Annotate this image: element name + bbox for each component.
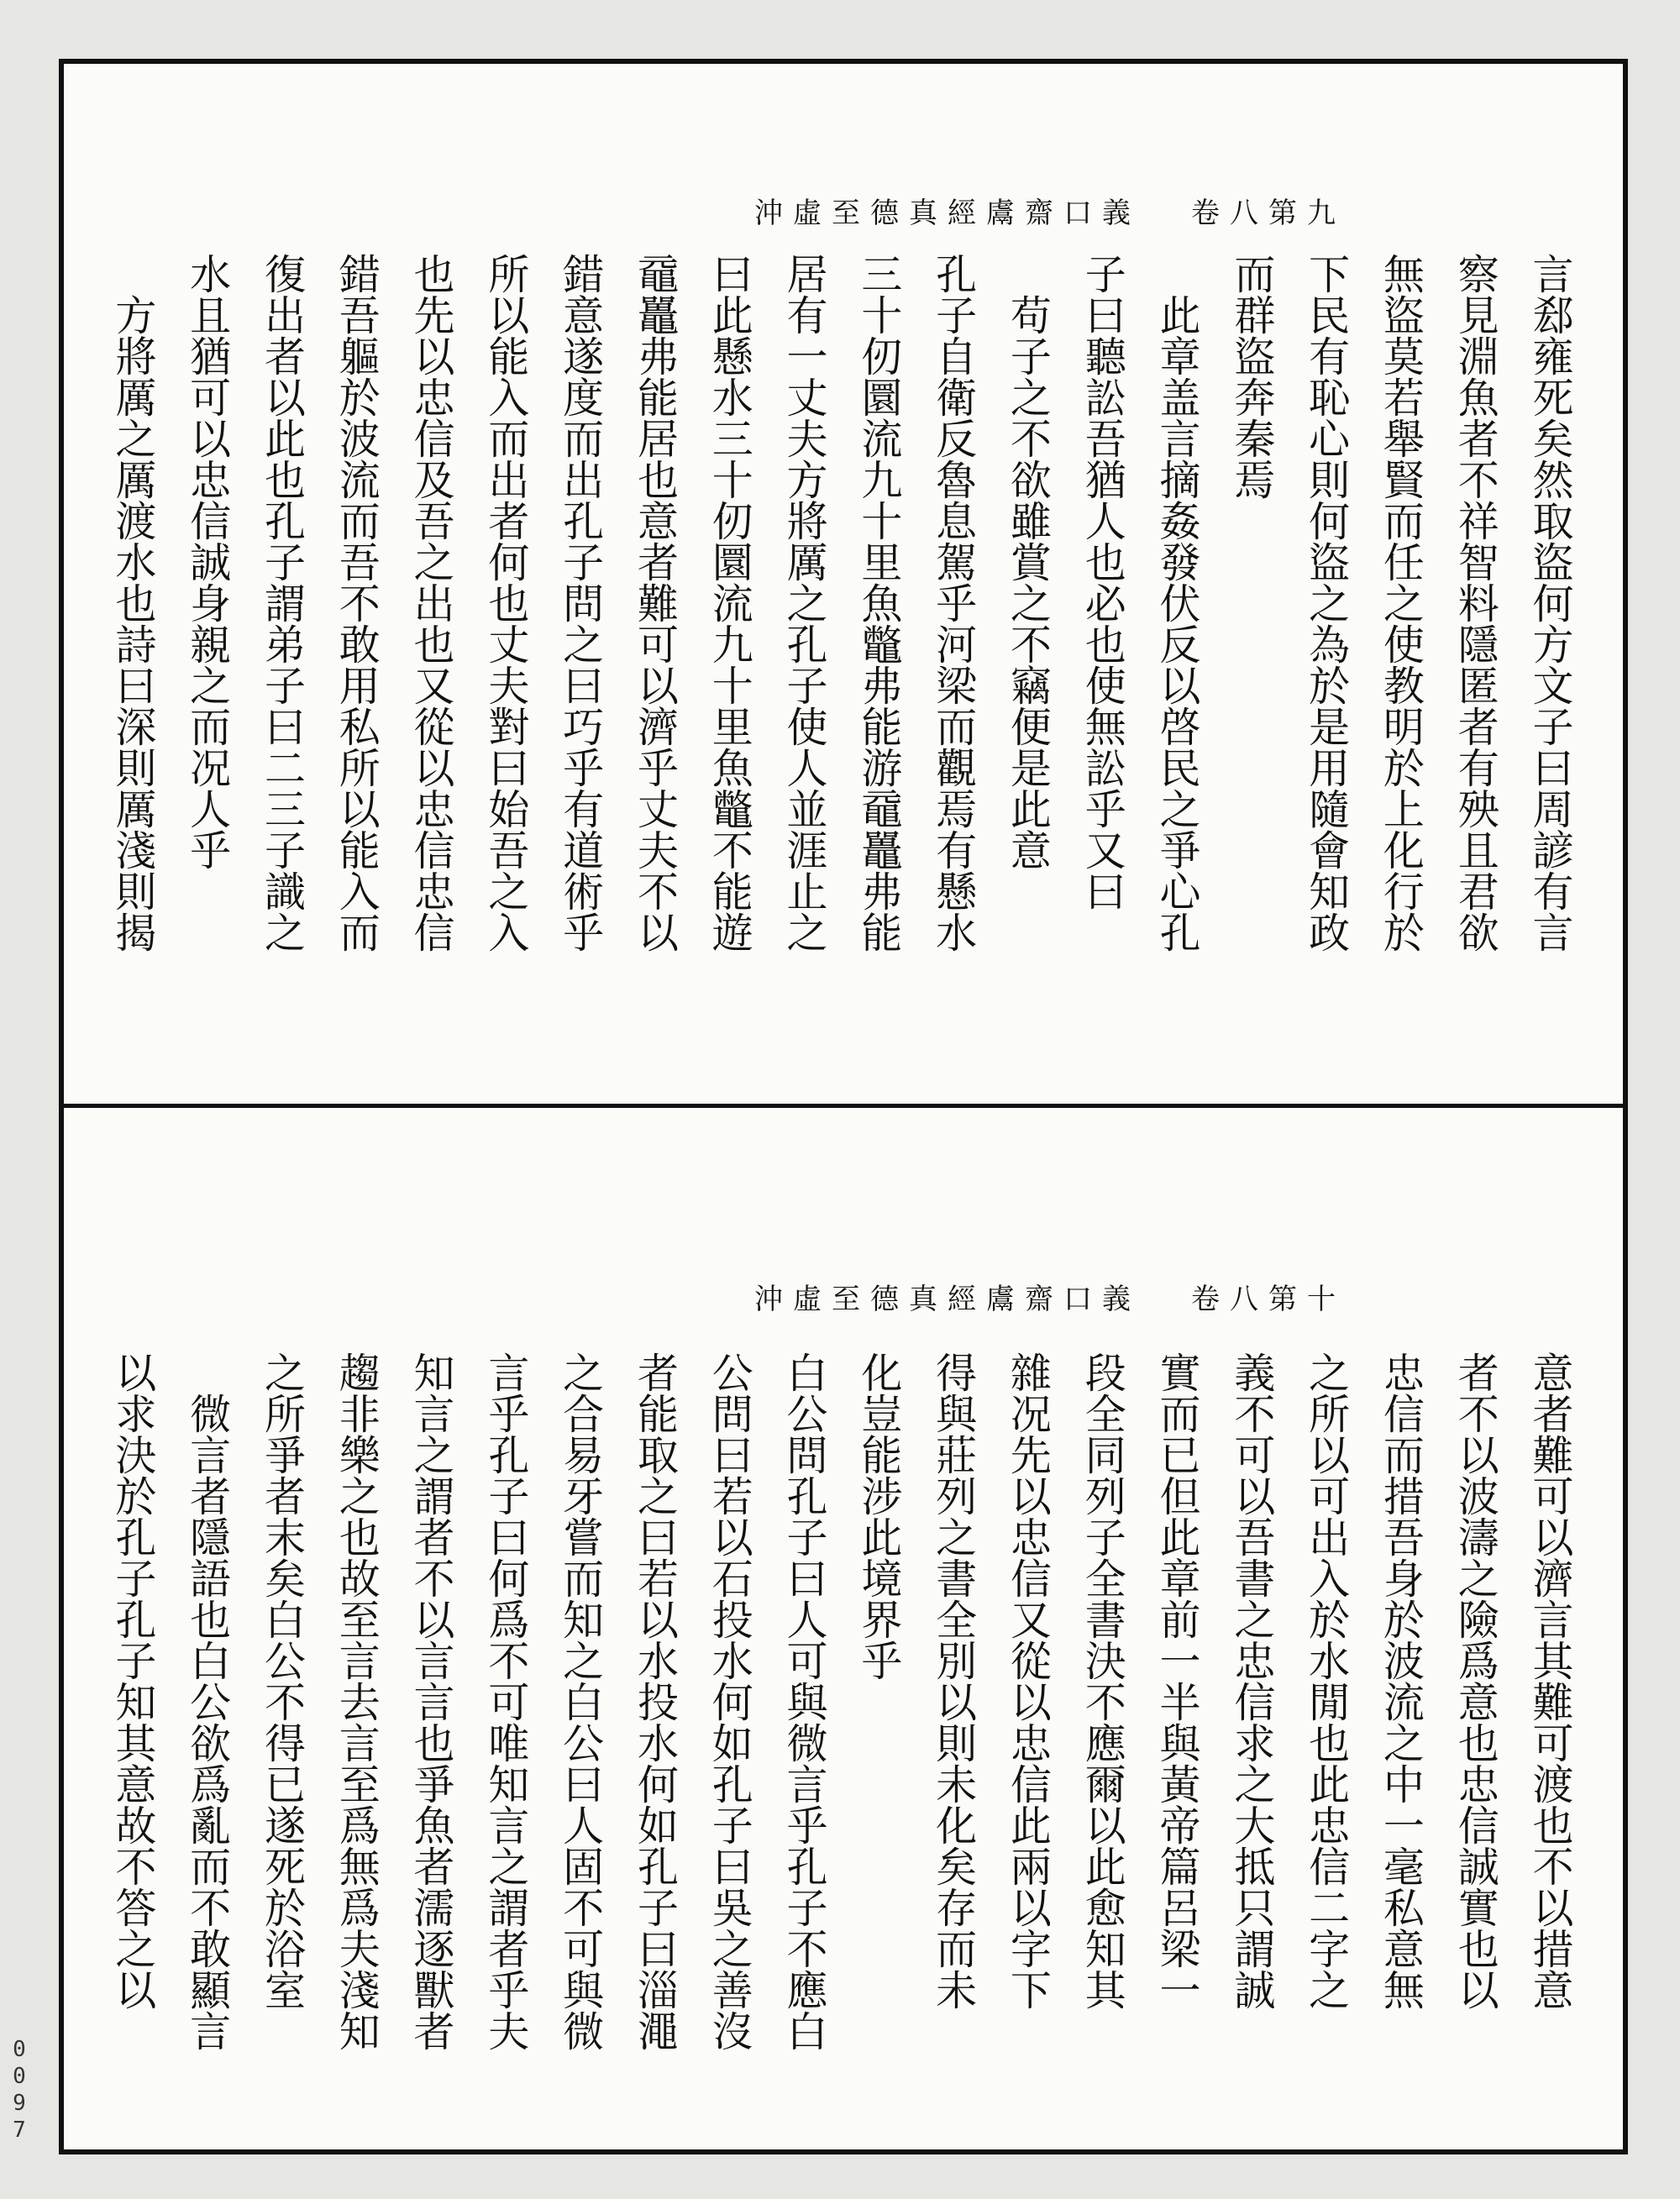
text-column: 微言者隱語也白公欲爲亂而不敢顯言 [183, 1393, 232, 2051]
text-column: 錯吾軀於波流而吾不敢用私所以能入而 [333, 253, 381, 953]
text-column: 苟子之不欲雖賞之不竊便是此意 [1004, 294, 1053, 870]
text-column: 段全同列子全書決不應爾以此愈知其 [1079, 1351, 1127, 2010]
page-sheet [59, 59, 1628, 2154]
text-column: 言郄雍死矣然取盜何方文子曰周諺有言 [1526, 253, 1574, 953]
text-column: 之合易牙嘗而知之白公曰人固不可與微 [556, 1351, 605, 2051]
text-column: 此章盖言摘姦發伏反以啓民之爭心孔 [1153, 294, 1202, 953]
text-column: 得與莊列之書全別以則未化矣存而未 [929, 1351, 978, 2010]
text-column: 公問曰若以石投水何如孔子曰吳之善沒 [706, 1351, 754, 2051]
text-column: 知言之謂者不以言言也爭魚者濡逐獸者 [407, 1351, 456, 2051]
upper-page [64, 64, 1623, 1104]
upper-running-header [754, 190, 1346, 231]
text-column: 趨非樂之也故至言去言至爲無爲夫淺知 [333, 1351, 381, 2051]
page-number: 0097 [7, 2037, 32, 2144]
lower-header-title: 沖虛至德真經鬳齋口義 [754, 1283, 1141, 1316]
text-column: 黿鼉弗能居也意者難可以濟乎丈夫不以 [631, 253, 680, 953]
text-column: 者不以波濤之險爲意也忠信誠實也以 [1452, 1351, 1500, 2010]
text-column: 三十仞圜流九十里魚鼈弗能游黿鼉弗能 [854, 253, 903, 953]
text-column: 復出者以此也孔子謂弟子曰二三子識之 [258, 253, 307, 953]
upper-header-volume: 卷八第九 [1191, 197, 1346, 230]
text-column: 曰此懸水三十仞圜流九十里魚鼈不能遊 [706, 253, 754, 953]
upper-text-columns [97, 253, 1589, 1100]
lower-page [64, 1108, 1623, 2149]
text-column: 之所爭者末矣白公不得已遂死於浴室 [258, 1351, 307, 2010]
text-column: 錯意遂度而出孔子問之曰巧乎有道術乎 [556, 253, 605, 953]
text-column: 言乎孔子曰何爲不可唯知言之謂者乎夫 [481, 1351, 530, 2051]
text-column: 忠信而措吾身於波流之中一毫私意無 [1377, 1351, 1425, 2010]
text-column: 無盜莫若舉賢而任之使教明於上化行於 [1377, 253, 1425, 953]
lower-text-columns [97, 1351, 1589, 2149]
text-column: 以求決於孔子孔子知其意故不答之以 [108, 1351, 157, 2010]
text-column: 雜况先以忠信又從以忠信此兩以字下 [1004, 1351, 1053, 2010]
lower-header-volume: 卷八第十 [1191, 1283, 1346, 1316]
text-column: 所以能入而出者何也丈夫對曰始吾之入 [481, 253, 530, 953]
upper-header-title: 沖虛至德真經鬳齋口義 [754, 197, 1141, 230]
text-column: 也先以忠信及吾之出也又從以忠信忠信 [407, 253, 456, 953]
text-column: 之所以可出入於水閒也此忠信二字之 [1302, 1351, 1351, 2010]
text-column: 義不可以吾書之忠信求之大抵只謂誠 [1227, 1351, 1276, 2010]
text-column: 化豈能涉此境界乎 [854, 1351, 903, 1681]
text-column: 方將厲之厲渡水也詩曰深則厲淺則揭 [108, 294, 157, 953]
text-column: 者能取之曰若以水投水何如孔子曰淄澠 [631, 1351, 680, 2051]
text-column: 下民有恥心則何盜之為於是用隨會知政 [1302, 253, 1351, 953]
text-column: 居有一丈夫方將厲之孔子使人並涯止之 [780, 253, 829, 953]
text-column: 水且猶可以忠信誠身親之而况人乎 [183, 253, 232, 870]
text-column: 實而已但此章前一半與黃帝篇呂梁一 [1153, 1351, 1202, 2010]
text-column: 察見淵魚者不祥智料隱匿者有殃且君欲 [1452, 253, 1500, 953]
text-column: 意者難可以濟言其難可渡也不以措意 [1526, 1351, 1574, 2010]
lower-running-header [754, 1276, 1346, 1317]
text-column: 而群盜奔秦焉 [1227, 253, 1276, 500]
text-column: 孔子自衛反魯息駕乎河梁而觀焉有懸水 [929, 253, 978, 953]
text-column: 子曰聽訟吾猶人也必也使無訟乎又曰 [1079, 253, 1127, 911]
text-column: 白公問孔子曰人可與微言乎孔子不應白 [780, 1351, 829, 2051]
